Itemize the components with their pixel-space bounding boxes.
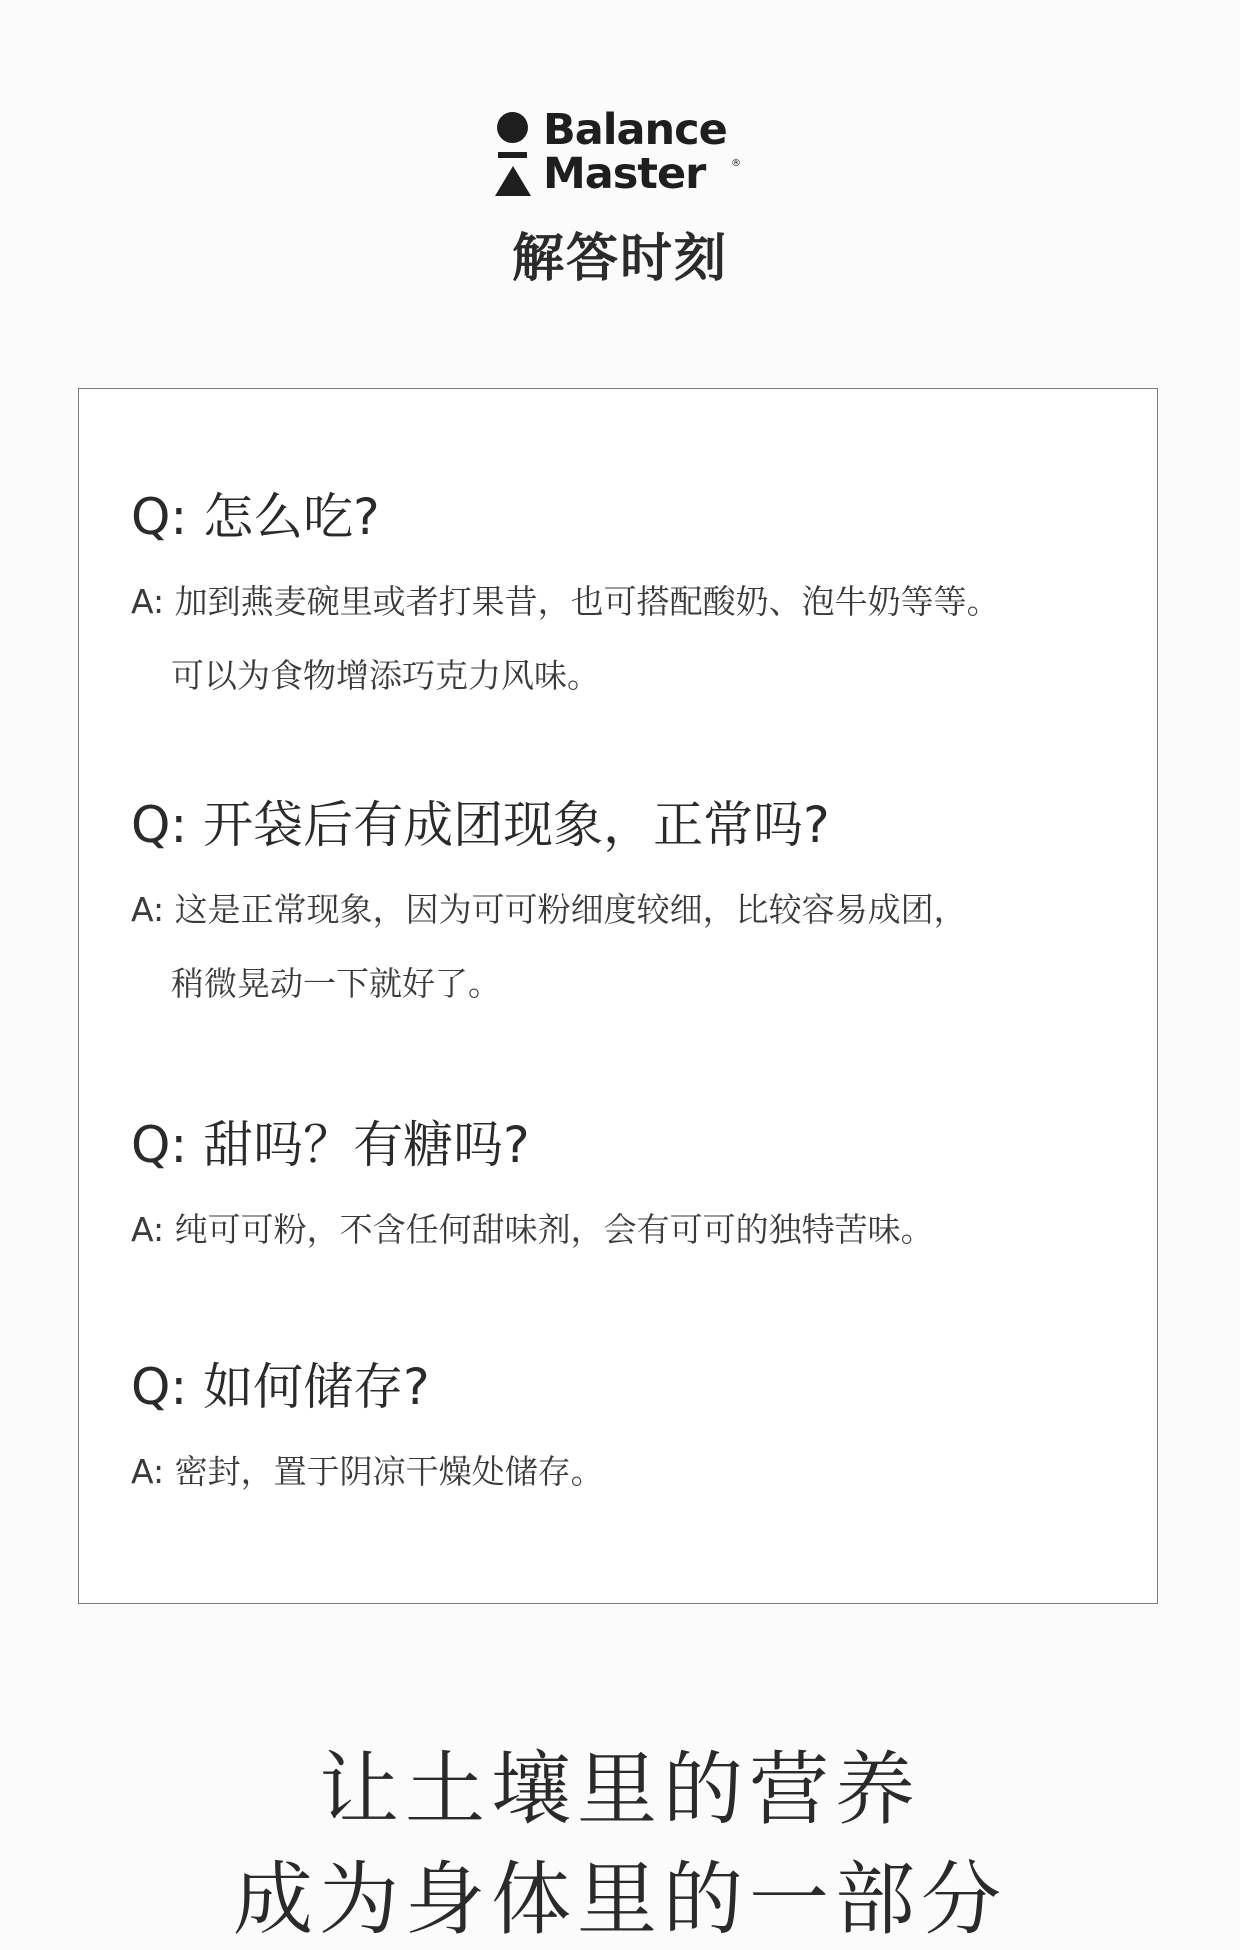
slogan-line2: 成为身体里的一部分: [233, 1853, 1007, 1946]
faq-item: [131, 1357, 1117, 1495]
faq-question: Q: 怎么吃?: [131, 488, 380, 546]
faq-answer: [131, 1449, 1117, 1495]
faq-item: [131, 795, 1117, 1007]
registered-mark: ®: [731, 158, 741, 169]
faq-answer-line: A: 加到燕麦碗里或者打果昔，也可搭配酸奶、泡牛奶等等。: [131, 582, 1000, 621]
brand-mark-icon: [495, 112, 531, 198]
brand-name-line2: Master: [543, 149, 706, 199]
faq-question: Q: 如何储存?: [131, 1358, 430, 1416]
faq-answer-line: A: 密封，置于阴凉干燥处储存。: [131, 1452, 604, 1491]
faq-item: [131, 1115, 1117, 1253]
slogan-line1: 让土壤里的营养: [319, 1743, 921, 1836]
faq-question: Q: 甜吗？有糖吗?: [131, 1116, 530, 1174]
faq-answer: [131, 1207, 1117, 1253]
faq-answer-line: A: 纯可可粉，不含任何甜味剂，会有可可的独特苦味。: [131, 1210, 934, 1249]
section-title: 解答时刻: [511, 229, 728, 289]
faq-answer: [131, 887, 1117, 1007]
faq-question: Q: 开袋后有成团现象，正常吗?: [131, 796, 830, 854]
brand-logo: [495, 105, 755, 200]
faq-answer-line: A: 这是正常现象，因为可可粉细度较细，比较容易成团，: [131, 890, 967, 929]
brand-name-line1: Balance: [543, 105, 727, 155]
faq-answer-line: 稍微晃动一下就好了。: [171, 964, 501, 1003]
faq-answer-line: 可以为食物增添巧克力风味。: [171, 656, 600, 695]
brand-wordmark: [543, 105, 727, 199]
faq-answer: [131, 579, 1117, 699]
faq-panel: [78, 388, 1158, 1604]
faq-item: [131, 487, 1117, 699]
